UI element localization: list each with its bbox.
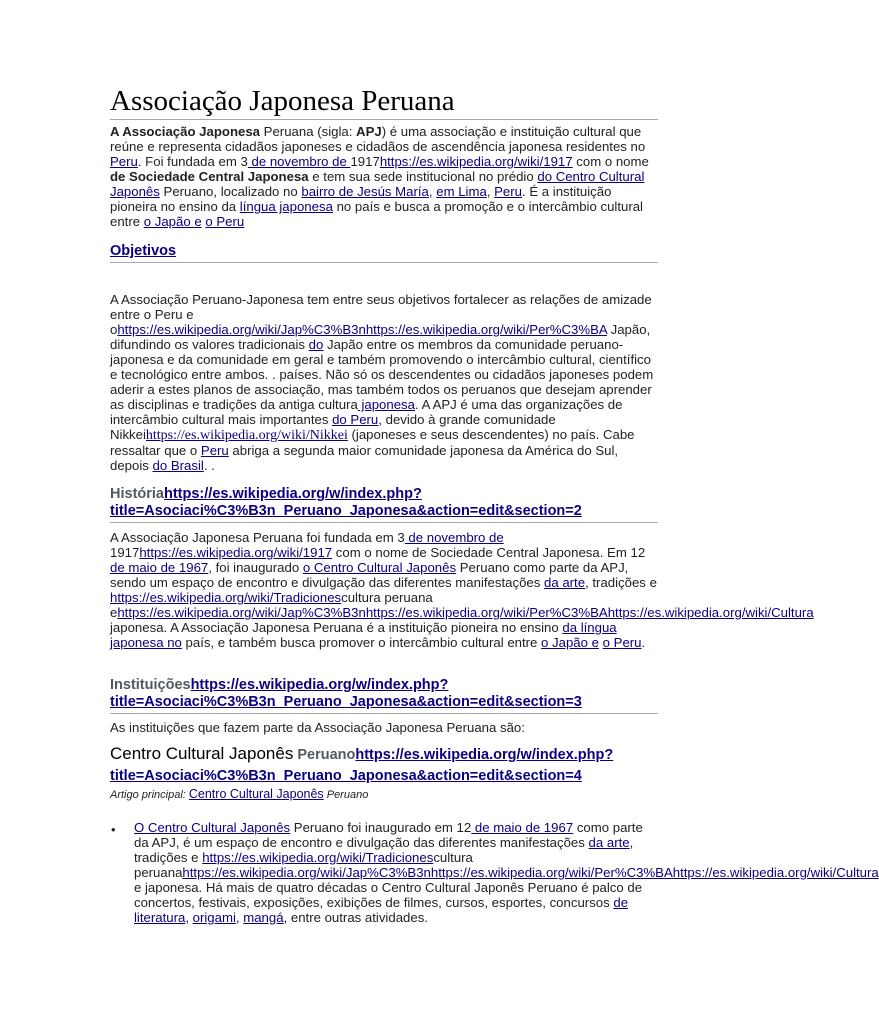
text: . . xyxy=(203,458,215,473)
note-link-centro[interactable]: Centro Cultural Japonês xyxy=(188,787,324,801)
text: 1917 xyxy=(350,154,380,169)
text: cultura peruana e xyxy=(110,590,433,620)
text: , xyxy=(486,184,495,199)
text: cultura peruana xyxy=(134,850,473,880)
section-heading-centro xyxy=(110,744,670,786)
text: , tradições e xyxy=(134,835,634,865)
text: , entre outras atividades. xyxy=(283,910,428,925)
historia-paragraph xyxy=(110,530,814,650)
main-article-note xyxy=(110,787,368,801)
link-japonesa[interactable]: japonesa xyxy=(357,397,415,412)
acronym: APJ xyxy=(356,124,382,139)
text: Peruano como parte da APJ, sendo um espaço de encontro e divulgação das diferentes manifestações xyxy=(110,560,629,590)
link-1917[interactable]: https://es.wikipedia.org/wiki/1917 xyxy=(379,154,573,169)
centro-heading-small: Peruano xyxy=(293,747,356,763)
objetivos-paragraph xyxy=(110,292,660,473)
centro-heading: Centro Cultural Japonês xyxy=(110,744,294,763)
text: (japoneses e seus descendentes) no país. Cabe ressaltar que o xyxy=(110,427,635,458)
link-japao-2[interactable]: o Japão e xyxy=(541,635,599,650)
link-o-peru[interactable]: o Peru xyxy=(205,214,245,229)
text: e tem sua sede institucional no prédio xyxy=(308,169,538,184)
link-japao[interactable]: o Japão e xyxy=(143,214,202,229)
text: , foi inaugurado xyxy=(208,560,303,575)
text: . A APJ é uma das organizações de intercâmbio cultural mais importantes xyxy=(110,397,623,427)
text: Japão entre os membros da comunidade peruano-japonesa e da comunidade em geral e também promovendo o intercâmbio cultural, científico e tecnológico entre ambos. . países. Não só os descendentes ou cidadãos japoneses podem aderir a estes planos de associação, mas também todos os peruanos que desejam aprender as disciplinas e tradições da antiga cultura xyxy=(110,337,654,412)
instituicoes-edit-link[interactable]: https://es.wikipedia.org/w/index.php?title=Asociaci%C3%B3n_Peruano_Japonesa&action=edit&section=3 xyxy=(110,677,582,710)
bullet-link-jap-per-cultura[interactable]: https://es.wikipedia.org/wiki/Jap%C3%B3nhttps://es.wikipedia.org/wiki/Per%C3%BAhttps://es.wikipedia.org/wiki/Cultura xyxy=(182,865,879,880)
link-tradiciones[interactable]: https://es.wikipedia.org/wiki/Tradiciones xyxy=(110,590,342,605)
text: . É a instituição pioneira no ensino da xyxy=(110,184,612,214)
link-jap-per-cultura[interactable]: https://es.wikipedia.org/wiki/Jap%C3%B3nhttps://es.wikipedia.org/wiki/Per%C3%BAhttps://es.wikipedia.org/wiki/Cultura xyxy=(117,605,814,620)
link-1917-2[interactable]: https://es.wikipedia.org/wiki/1917 xyxy=(139,545,333,560)
text: 1917 xyxy=(110,545,140,560)
page-title: Associação Japonesa Peruana xyxy=(110,84,658,120)
link-november[interactable]: de novembro de xyxy=(247,154,351,169)
objetivos-heading-link[interactable]: Objetivos xyxy=(110,243,177,259)
centro-edit-link[interactable]: https://es.wikipedia.org/w/index.php?title=Asociaci%C3%B3n_Peruano_Japonesa&action=edit&section=4 xyxy=(110,747,614,784)
text: ) é uma associação e instituição cultural que reúne e representa cidadãos japoneses e cidadãos de ascendência japonesa residentes no xyxy=(110,124,646,154)
section-heading-instituicoes xyxy=(110,677,658,714)
historia-label: História xyxy=(110,486,164,502)
text: Peruano, localizado no xyxy=(159,184,302,199)
link-do-peru[interactable]: do Peru xyxy=(332,412,379,427)
text: . xyxy=(641,635,646,650)
bullet-link-centro[interactable]: O Centro Cultural Japonês xyxy=(134,820,291,835)
link-bairro[interactable]: bairro de Jesús María xyxy=(301,184,429,199)
text: país, e também busca promover o intercâmbio cultural entre xyxy=(181,635,542,650)
bullet-link-arte[interactable]: da arte xyxy=(588,835,630,850)
note-after: Peruano xyxy=(323,789,369,801)
text: , devido à grande comunidade Nikkei xyxy=(110,412,556,442)
text: com o nome xyxy=(572,154,649,169)
intro-paragraph xyxy=(110,124,660,229)
section-heading-historia xyxy=(110,486,658,523)
link-lima[interactable]: em Lima xyxy=(436,184,487,199)
bullet-link-maio[interactable]: de maio de 1967 xyxy=(471,820,574,835)
text: Peruana (sigla: xyxy=(260,124,357,139)
link-centro-cultural-2[interactable]: o Centro Cultural Japonês xyxy=(302,560,457,575)
bullet-link-literatura[interactable]: de literatura xyxy=(134,895,629,925)
text: , xyxy=(428,184,437,199)
link-o-peru-2[interactable]: o Peru xyxy=(602,635,642,650)
link-da-arte[interactable]: da arte xyxy=(544,575,586,590)
historia-edit-link[interactable]: https://es.wikipedia.org/w/index.php?title=Asociaci%C3%B3n_Peruano_Japonesa&action=edit&section=2 xyxy=(110,486,582,519)
text: japonesa. A Associação Japonesa Peruana é a instituição pioneira no ensino xyxy=(110,620,563,635)
link-maio-1967[interactable]: de maio de 1967 xyxy=(110,560,209,575)
text: A Associação Japonesa Peruana foi fundada em 3 xyxy=(110,530,405,545)
link-nikkei[interactable]: https://es.wikipedia.org/wiki/Nikkei xyxy=(145,428,348,443)
link-do[interactable]: do xyxy=(308,337,324,352)
instituicoes-text: As instituições que fazem parte da Associação Japonesa Peruana são: xyxy=(110,720,525,735)
text: Peruano foi inaugurado em 12 xyxy=(290,820,472,835)
link-lingua-2[interactable]: da língua japonesa no xyxy=(110,620,617,650)
link-centro-cultural[interactable]: do Centro Cultural Japonês xyxy=(110,169,645,199)
link-lingua[interactable]: língua japonesa xyxy=(239,199,333,214)
section-heading-objetivos xyxy=(110,243,658,263)
text: , tradições e xyxy=(585,575,657,590)
bullet-link-tradiciones[interactable]: https://es.wikipedia.org/wiki/Tradiciones xyxy=(202,850,434,865)
bold-society: de Sociedade Central Japonesa xyxy=(110,169,309,184)
list-item xyxy=(134,820,879,925)
bullet-icon: • xyxy=(111,822,116,837)
link-peru-2[interactable]: Peru xyxy=(494,184,522,199)
link-november-2[interactable]: de novembro de xyxy=(404,530,504,545)
text: como parte da APJ, é um espaço de encontro e divulgação das diferentes manifestações xyxy=(134,820,643,850)
link-peru[interactable]: Peru xyxy=(110,154,138,169)
link-peru-3[interactable]: Peru xyxy=(200,443,229,458)
text: . Foi fundada em 3 xyxy=(137,154,248,169)
text: , xyxy=(185,910,193,925)
text: , xyxy=(235,910,244,925)
intro-bold-name: A Associação Japonesa xyxy=(110,124,261,139)
text: no país e busca a promoção e o intercâmbio cultural entre xyxy=(110,199,643,229)
text: A Associação Peruano-Japonesa tem entre seus objetivos fortalecer as relações de amizade entre o Peru e o xyxy=(110,292,652,337)
instituicoes-label: Instituições xyxy=(110,677,191,693)
text: Japão, difundindo os valores tradicionais xyxy=(110,322,651,352)
text: com o nome de Sociedade Central Japonesa. Em 12 xyxy=(332,545,646,560)
bullet-link-manga[interactable]: mangá xyxy=(243,910,284,925)
note-label: Artigo principal: xyxy=(110,789,189,801)
bullet-link-origami[interactable]: origami xyxy=(192,910,236,925)
link-jap-per[interactable]: https://es.wikipedia.org/wiki/Jap%C3%B3nhttps://es.wikipedia.org/wiki/Per%C3%BA xyxy=(117,322,607,337)
link-brasil[interactable]: do Brasil xyxy=(152,458,204,473)
text: e japonesa. Há mais de quatro décadas o Centro Cultural Japonês Peruano é palco de concertos, festivais, exposições, exibições de filmes, cursos, esportes, concursos xyxy=(134,880,643,910)
text: abriga a segunda maior comunidade japonesa da América do Sul, depois xyxy=(110,443,619,473)
